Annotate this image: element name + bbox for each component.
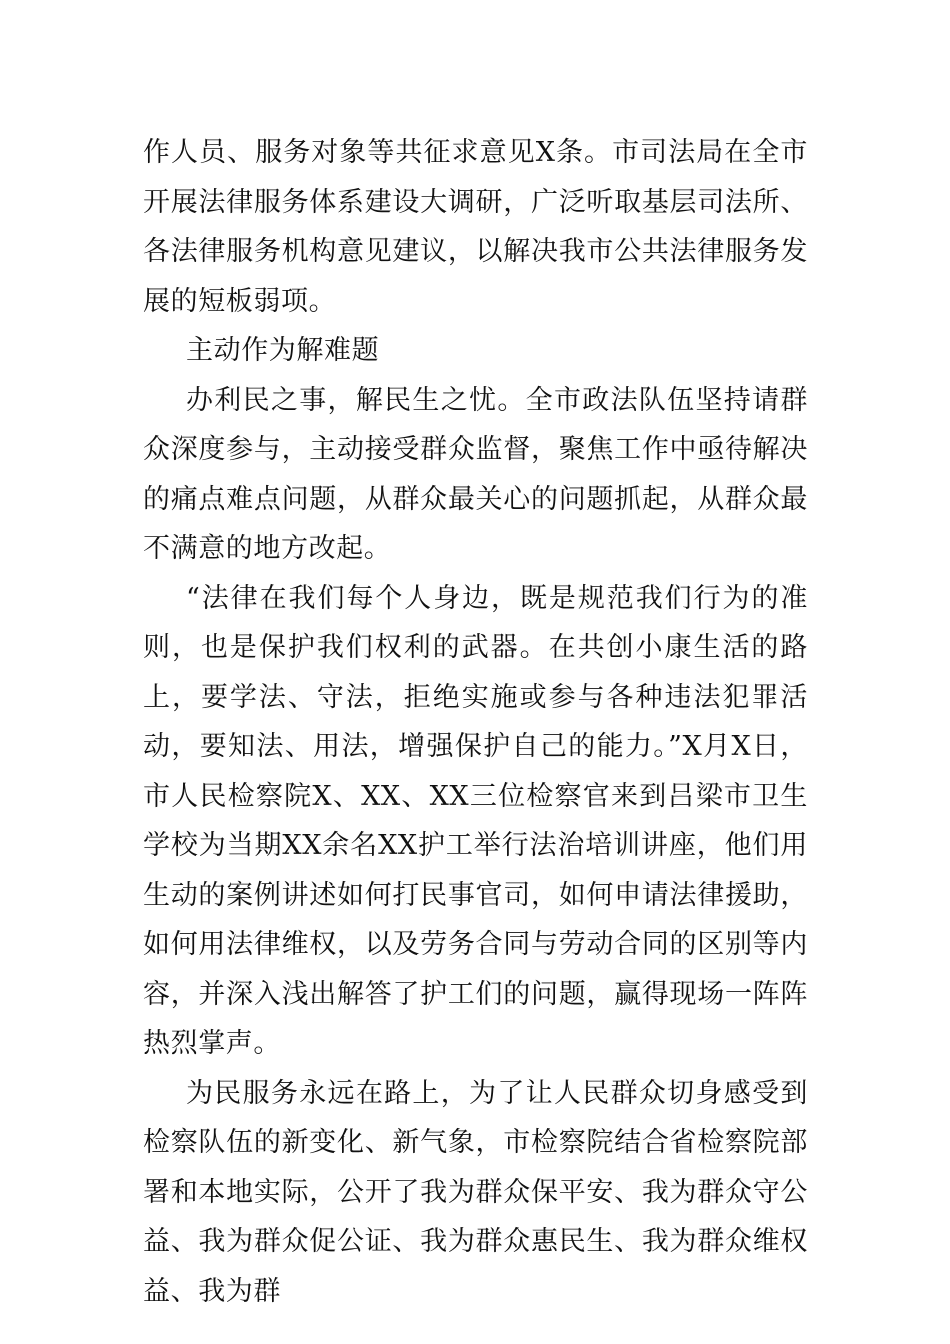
section-heading: 主动作为解难题: [186, 335, 380, 366]
paragraph-service: 为民服务永远在路上，为了让人民群众切身感受到检察队伍的新变化、新气象，市检察院结合省检察院部署和本地实际，公开了我为群众保平安、我为群众守公益、我为群众促公证、我为群众惠民生、我为群众维权益、我为群: [143, 1077, 808, 1307]
document-body: [143, 128, 808, 1316]
paragraph-continuation: 作人员、服务对象等共征求意见X条。市司法局在全市开展法律服务体系建设大调研，广泛听取基层司法所、各法律服务机构意见建议，以解决我市公共法律服务发展的短板弱项。: [143, 137, 808, 317]
paragraph-intro: 办利民之事，解民生之忧。全市政法队伍坚持请群众深度参与，主动接受群众监督，聚焦工作中亟待解决的痛点难点问题，从群众最关心的问题抓起，从群众最不满意的地方改起。: [143, 384, 808, 564]
paragraph-quote: “法律在我们每个人身边，既是规范我们行为的准则，也是保护我们权利的武器。在共创小康生活的路上，要学法、守法，拒绝实施或参与各种违法犯罪活动，要知法、用法，增强保护自己的能力。”X月X日，市人民检察院X、XX、XX三位检察官来到吕梁市卫生学校为当期XX余名XX护工举行法治培训讲座，他们用生动的案例讲述如何打民事官司，如何申请法律援助，如何用法律维权，以及劳务合同与劳动合同的区别等内容，并深入浅出解答了护工们的问题，赢得现场一阵阵热烈掌声。: [143, 582, 808, 1059]
